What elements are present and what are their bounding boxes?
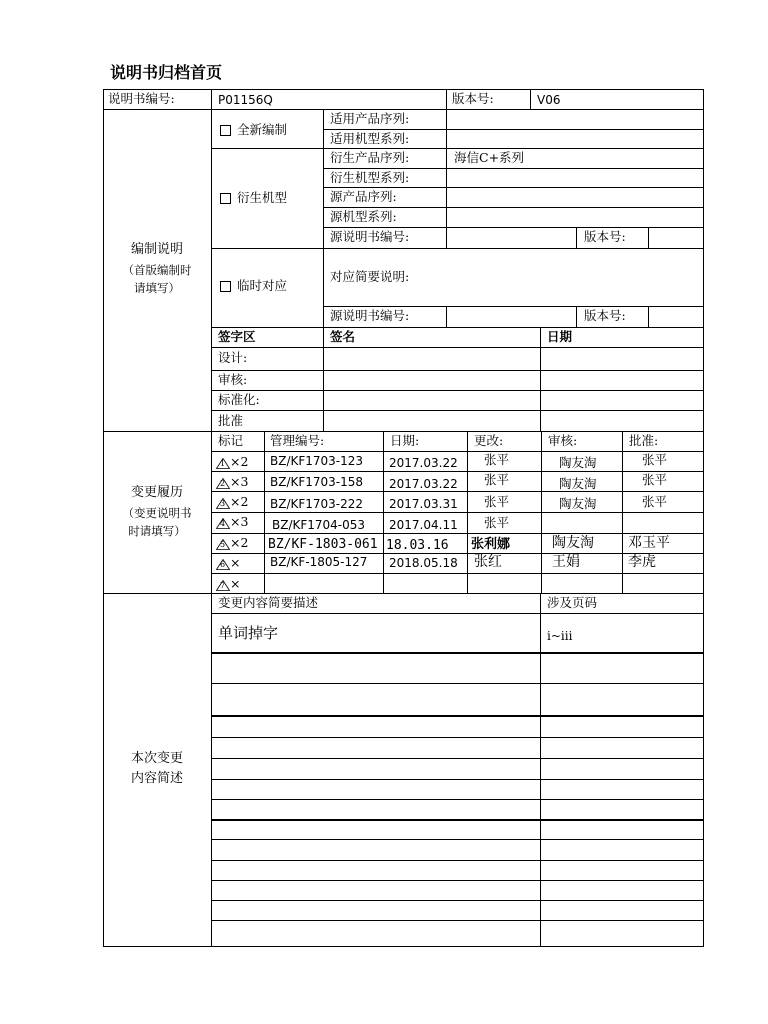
revision-triangle-icon: 3 xyxy=(216,498,230,509)
date-header: 日期 xyxy=(547,329,573,344)
change-desc-value: 单词掉字 xyxy=(218,624,279,642)
version-label: 版本号: xyxy=(452,91,494,106)
checkbox-icon xyxy=(220,193,231,204)
checkbox-icon xyxy=(220,281,231,292)
sign-area-header: 签字区 xyxy=(218,329,256,344)
revision-triangle-icon: 7 xyxy=(216,580,230,591)
checkbox-temp[interactable]: 临时对应 xyxy=(220,279,287,293)
revision-triangle-icon: 1 xyxy=(216,458,230,469)
compile-section-label: 编制说明 xyxy=(130,242,183,257)
derived-series-value: 海信C+系列 xyxy=(454,150,525,165)
change-desc-section-label: 本次变更 xyxy=(130,751,183,766)
history-section-label: 变更履历 xyxy=(130,485,183,500)
revision-triangle-icon: 6 xyxy=(216,559,230,570)
checkbox-new[interactable]: 全新编制 xyxy=(220,123,287,137)
sign-header: 签名 xyxy=(330,329,356,344)
revision-triangle-icon: 4 xyxy=(216,518,230,529)
page-title: 说明书归档首页 xyxy=(110,63,223,82)
pages-value: i~iii xyxy=(547,629,573,643)
revision-triangle-icon: 5 xyxy=(216,539,230,550)
pages-header: 涉及页码 xyxy=(547,595,598,610)
version-value: V06 xyxy=(537,93,561,107)
checkbox-derived[interactable]: 衍生机型 xyxy=(220,191,287,205)
change-desc-header: 变更内容简要描述 xyxy=(218,595,319,610)
checkbox-icon xyxy=(220,125,231,136)
doc-no-label: 说明书编号: xyxy=(108,91,175,106)
doc-no-value: P01156Q xyxy=(218,93,273,107)
revision-triangle-icon: 2 xyxy=(216,478,230,489)
